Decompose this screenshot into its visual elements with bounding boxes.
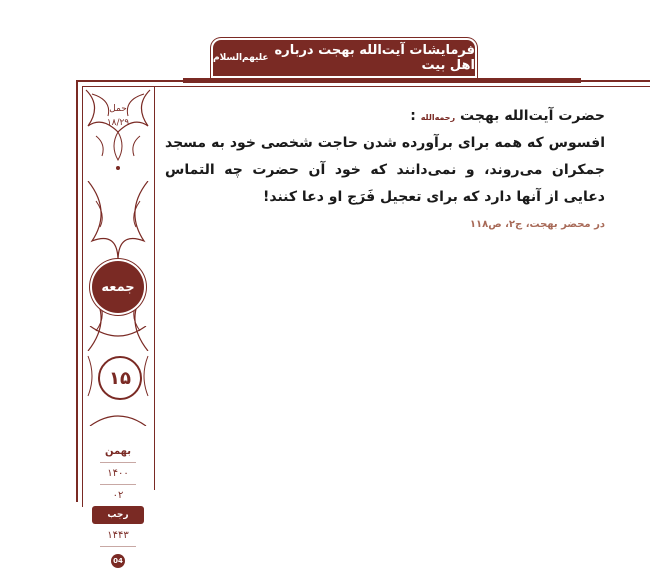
page-badge: 04: [111, 554, 125, 568]
weekday-label: جمعه: [101, 279, 135, 295]
date-sidebar: [82, 86, 155, 565]
header-honorific: علیهم‌السلام: [213, 53, 269, 63]
quote-text: افسوس که همه برای برآورده شدن حاجت شخصی خود به مسجد جمکران می‌روند، و نمی‌دانند که خود آن حضرت چه التماس دعایی از آنها دارد که برای تعجیل فَرَج او دعا کنند!: [165, 135, 605, 205]
separator: [100, 546, 136, 547]
top-ornament-icon: [82, 86, 154, 176]
quote-content: [165, 108, 605, 230]
speaker-name: حضرت آیت‌الله بهجت: [460, 108, 605, 124]
separator: [100, 462, 136, 463]
day-number-circle: [98, 356, 142, 400]
solar-month-top: حمل: [109, 104, 127, 114]
speaker-colon: :: [410, 108, 416, 124]
hijri-month: رجب: [92, 506, 144, 524]
header-title: فرمایشات آیت‌الله بهجت درباره اهل بیت: [274, 43, 475, 73]
day-number: ۱۵: [109, 367, 131, 389]
source-citation: در محضر بهجت، ج۲، ص۱۱۸: [469, 219, 605, 230]
hijri-day: ۰۲: [112, 490, 124, 501]
weekday-badge: [92, 261, 144, 313]
solar-date-top: ۱۸/۲۹: [106, 118, 130, 128]
solar-month: بهمن: [104, 446, 132, 457]
separator: [100, 484, 136, 485]
speaker-line: [165, 108, 605, 124]
solar-year: ۱۴۰۰: [107, 468, 129, 479]
hijri-year: ۱۴۴۳: [107, 530, 129, 541]
header-banner: [213, 40, 475, 76]
speaker-honorific: رحمه‌الله: [420, 113, 456, 122]
